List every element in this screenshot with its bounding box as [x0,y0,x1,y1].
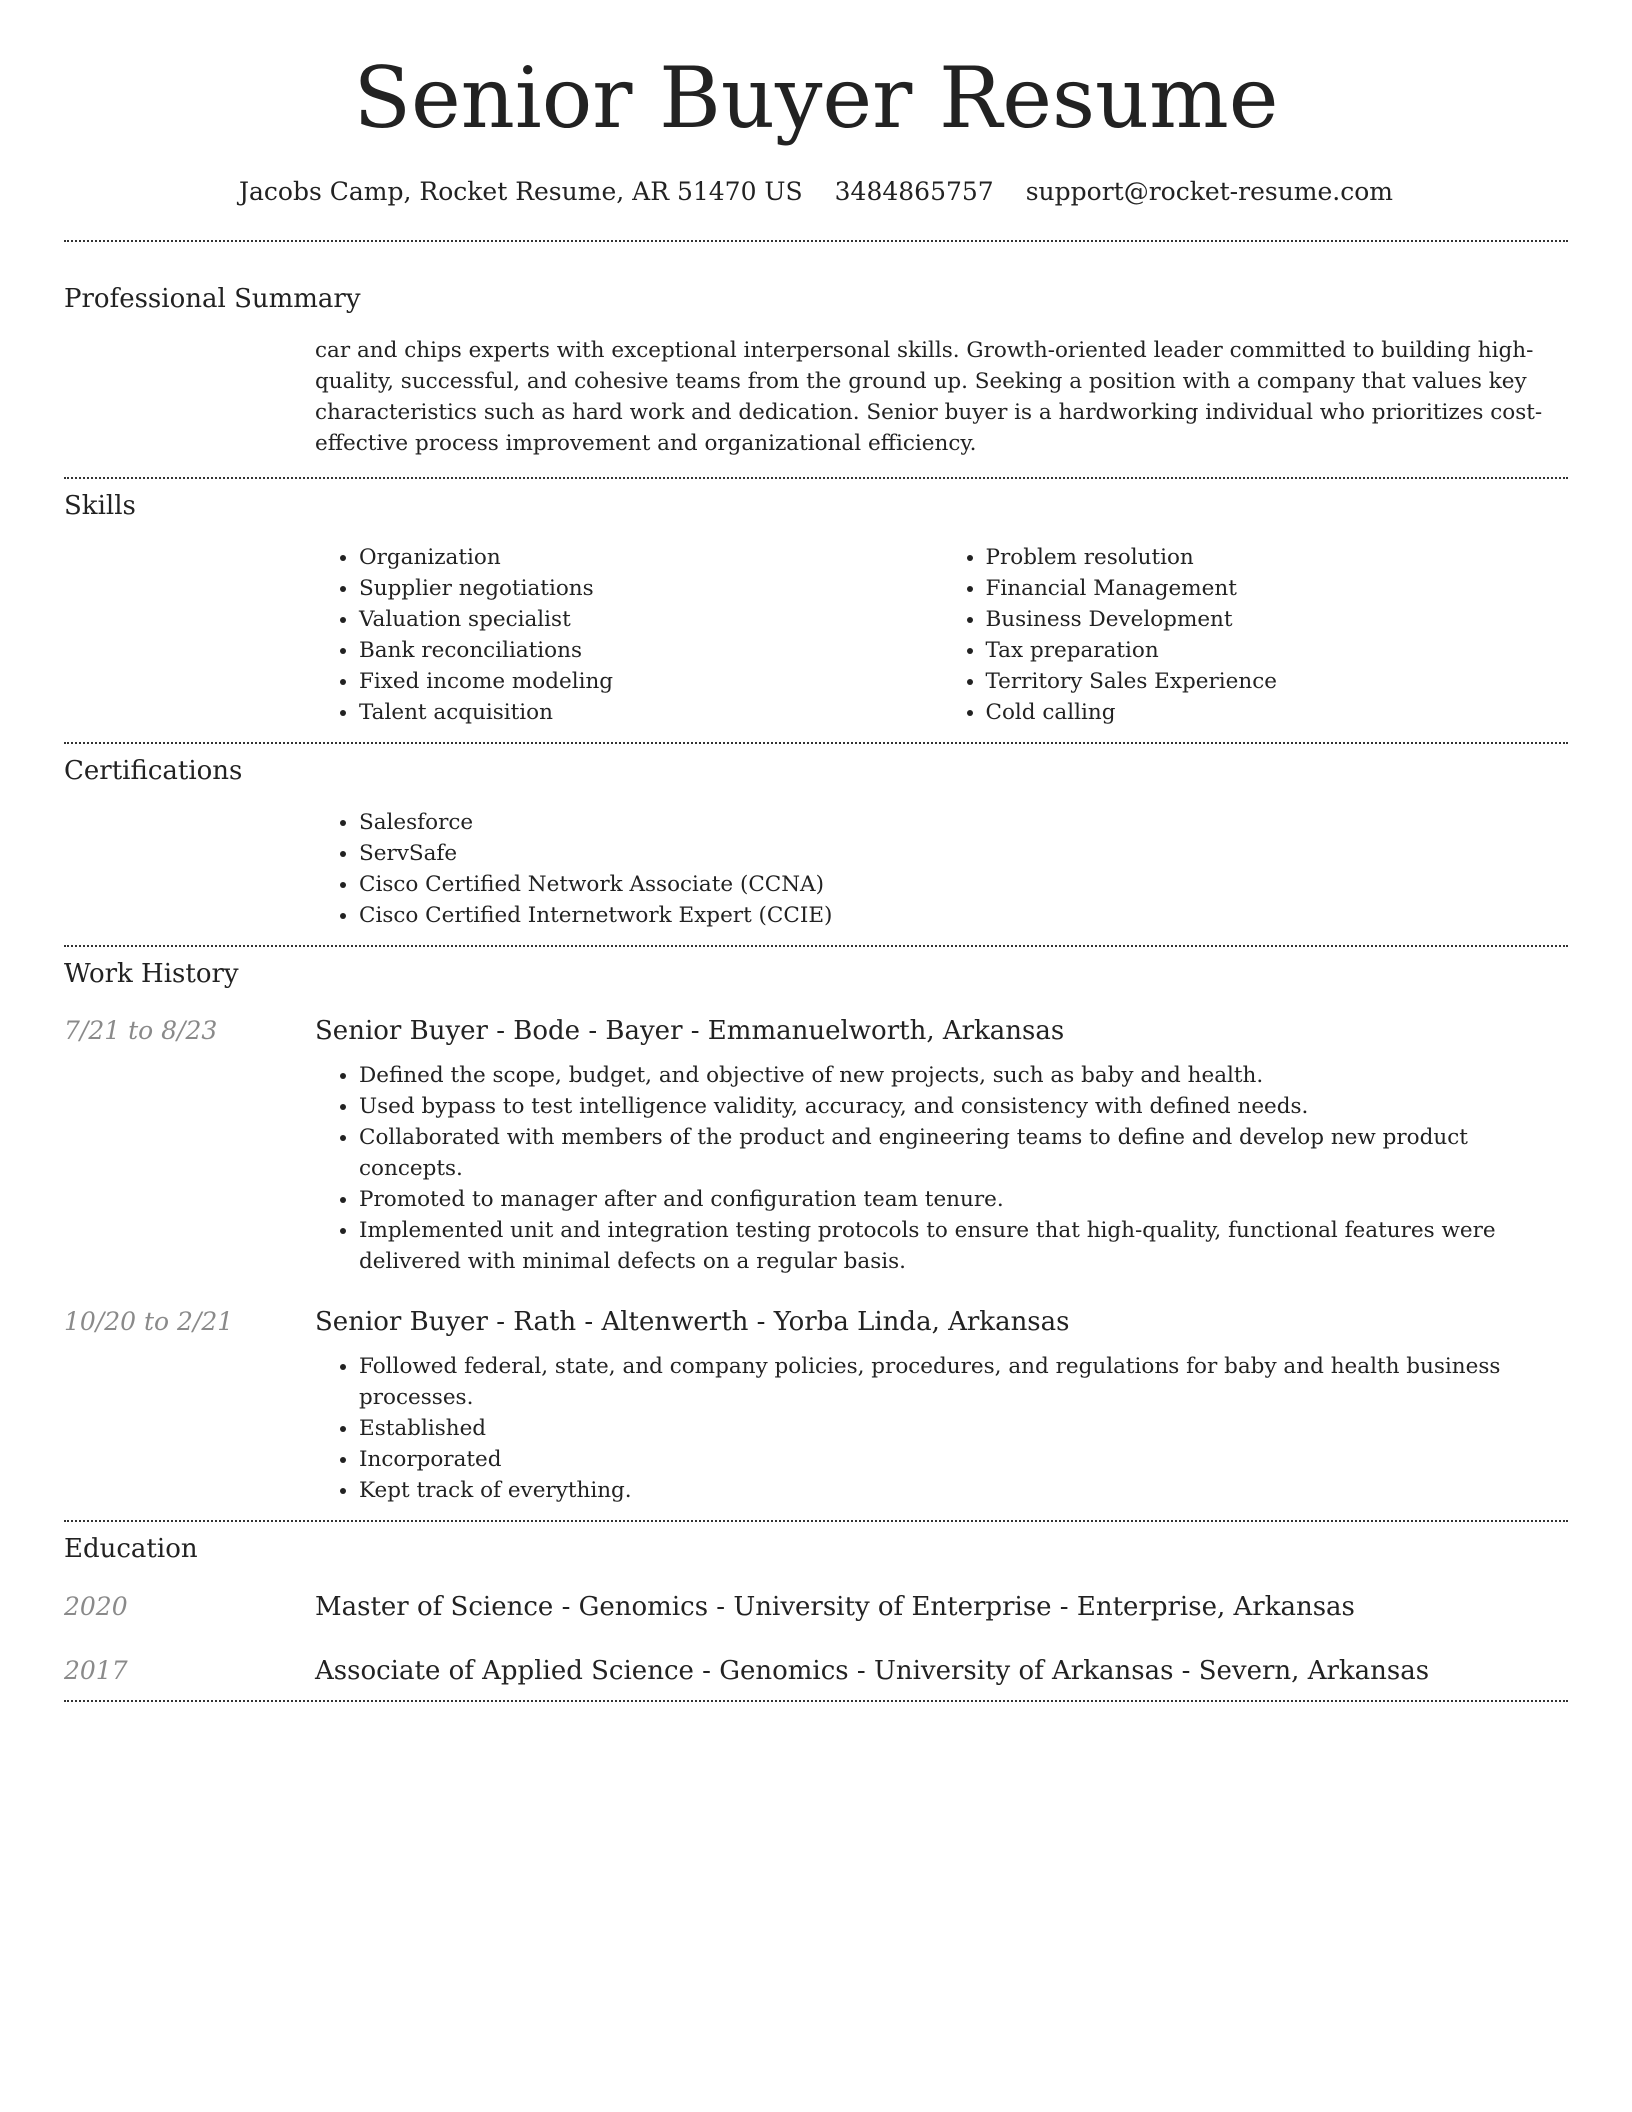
contact-address: Jacobs Camp, Rocket Resume, AR 51470 US [238,176,803,206]
job-bullet: • Established [359,1413,1568,1444]
skill-item: • Cold calling [986,697,1569,728]
education-entry [64,1592,1568,1622]
certification-item: • Salesforce [359,807,1568,838]
job-bullet: • Implemented unit and integration testing protocols to ensure that high-quality, functional features were delivered with minimal defects on a regular basis. [359,1215,1568,1277]
skills-heading: Skills [64,490,136,521]
job-bullet: • Incorporated [359,1444,1568,1475]
job-dates: 10/20 to 2/21 [64,1307,234,1337]
education-section [64,1522,1568,1699]
job-entry [64,1016,1568,1277]
certifications-heading: Certifications [64,755,243,786]
skill-item: • Supplier negotiations [359,573,942,604]
certification-item: • Cisco Certified Internetwork Expert (CCIE) [359,900,1568,931]
section-divider [64,1700,1568,1702]
job-entry [64,1307,1568,1506]
job-bullet: • Collaborated with members of the product and engineering teams to define and develop new product concepts. [359,1122,1568,1184]
skill-item: • Financial Management [986,573,1569,604]
job-bullets [315,1060,1568,1277]
skill-item: • Organization [359,542,942,573]
certification-item: • Cisco Certified Network Associate (CCNA) [359,869,1568,900]
skill-item: • Problem resolution [986,542,1569,573]
skill-item: • Business Development [986,604,1569,635]
skill-item: • Talent acquisition [359,697,942,728]
job-title: Senior Buyer - Bode - Bayer - Emmanuelworth, Arkansas [315,1016,1065,1047]
job-bullet: • Defined the scope, budget, and objective of new projects, such as baby and health. [359,1060,1568,1091]
skill-item: • Valuation specialist [359,604,942,635]
work-section [64,947,1568,1520]
contact-line [64,177,1568,206]
skill-item: • Territory Sales Experience [986,666,1569,697]
education-entry [64,1656,1568,1686]
certifications-section [64,744,1568,945]
summary-section [64,242,1568,477]
certifications-list [315,807,1568,931]
skills-list-left [315,542,942,728]
skill-item: • Tax preparation [986,635,1569,666]
job-bullet: • Kept track of everything. [359,1475,1568,1506]
education-year: 2017 [64,1655,128,1685]
education-year: 2020 [64,1591,128,1621]
summary-text: car and chips experts with exceptional interpersonal skills. Growth-oriented leader committed to building high-quality, successful, and cohesive teams from the ground up. Seeking a position with a company that values key characteristics such as hard work and dedication. Senior buyer is a hardworking individual who prioritizes cost-effective process improvement and organizational efficiency. [315,337,1543,456]
skill-item: • Bank reconciliations [359,635,942,666]
summary-heading: Professional Summary [64,283,361,314]
skill-item: • Fixed income modeling [359,666,942,697]
education-degree: Associate of Applied Science - Genomics - University of Arkansas - Severn, Arkansas [315,1655,1430,1686]
job-bullet: • Followed federal, state, and company policies, procedures, and regulations for baby and health business processes. [359,1351,1568,1413]
job-dates: 7/21 to 8/23 [64,1016,218,1046]
work-heading: Work History [64,959,239,990]
education-heading: Education [64,1534,198,1565]
job-bullet: • Promoted to manager after and configuration team tenure. [359,1184,1568,1215]
education-degree: Master of Science - Genomics - University of Enterprise - Enterprise, Arkansas [315,1591,1355,1622]
resume-header [64,0,1568,206]
contact-email: support@rocket-resume.com [1025,176,1394,206]
skills-section [64,479,1568,742]
job-bullet: • Used bypass to test intelligence validity, accuracy, and consistency with defined needs. [359,1091,1568,1122]
skills-list-right [942,542,1569,728]
resume-title: Senior Buyer Resume [353,49,1279,147]
contact-phone: 3484865757 [834,176,994,206]
certification-item: • ServSafe [359,838,1568,869]
job-title: Senior Buyer - Rath - Altenwerth - Yorba Linda, Arkansas [315,1307,1070,1338]
job-bullets [315,1351,1568,1506]
